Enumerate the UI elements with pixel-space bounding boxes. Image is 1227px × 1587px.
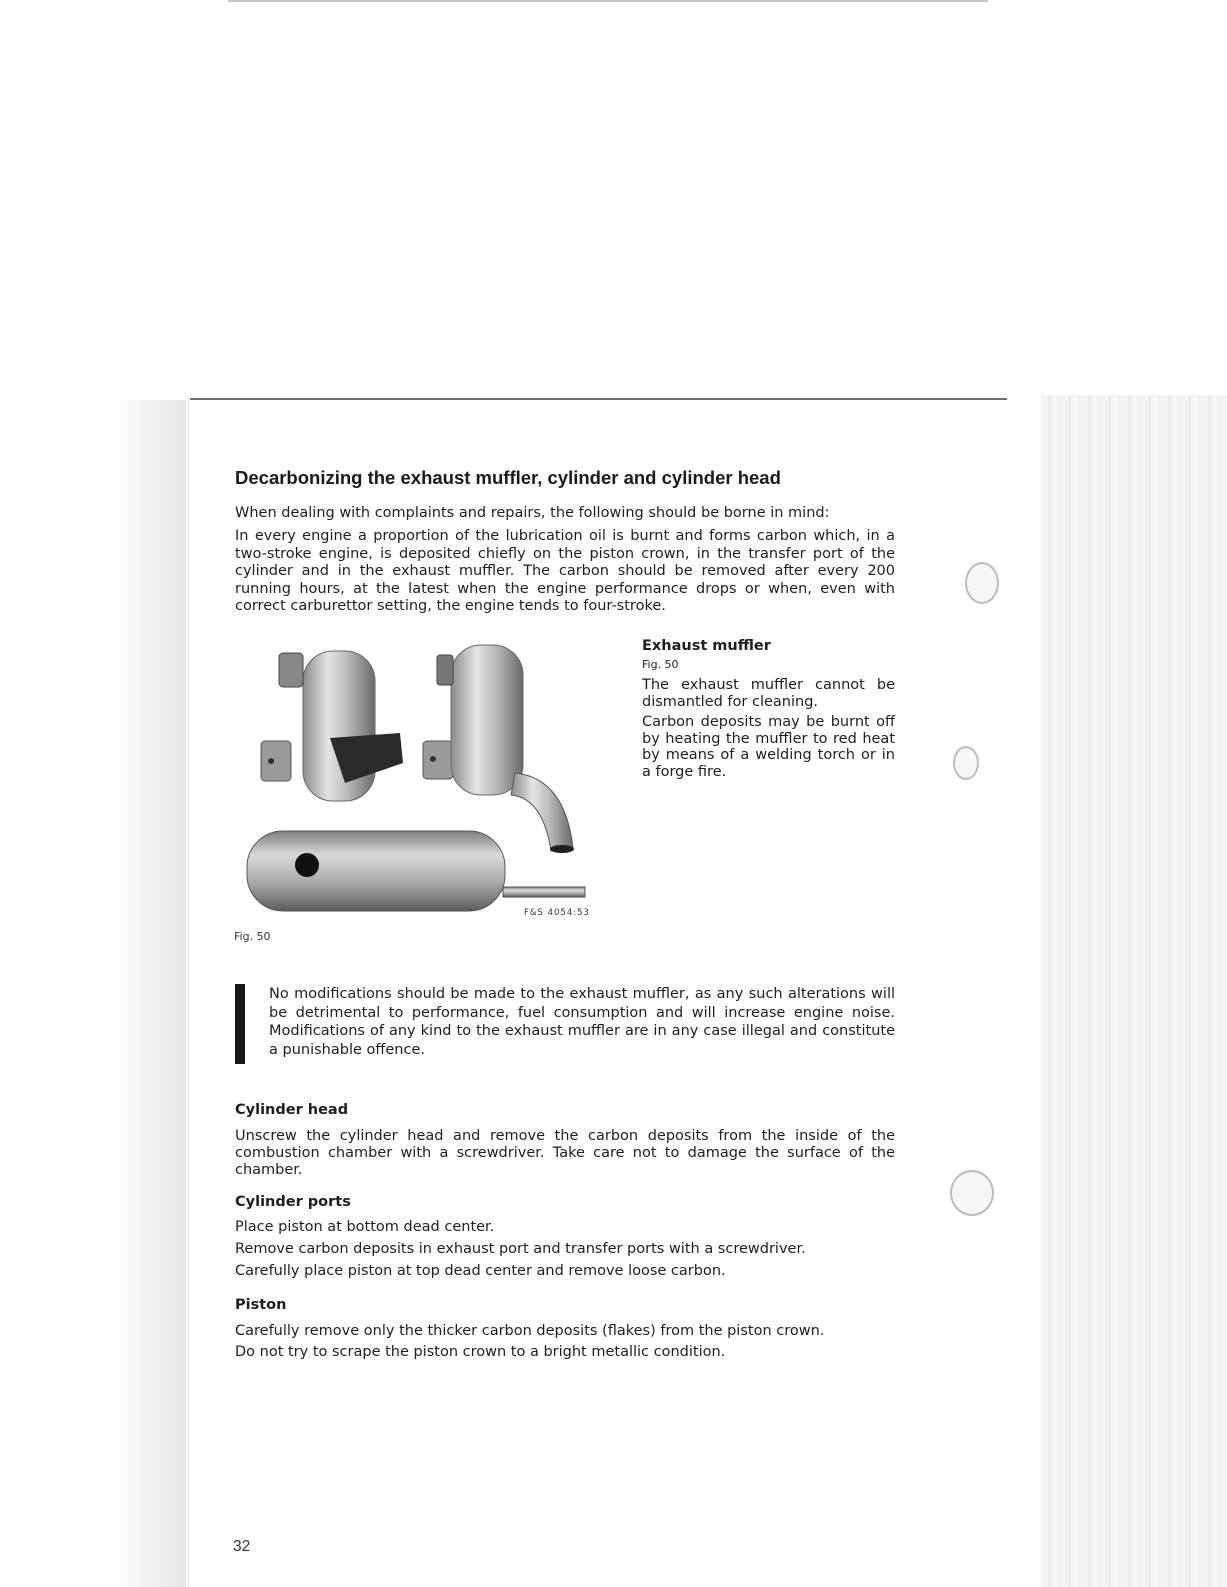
piston-heading: Piston — [235, 1297, 287, 1313]
lead-text: When dealing with complaints and repairs, the following should be borne in mind: — [235, 505, 830, 521]
exhaust-muffler-para-2: Carbon deposits may be burnt off by heating the muffler to red heat by means of a welding torch or in a forge fire. — [642, 714, 895, 780]
page-edge-shadow-left — [110, 400, 186, 1587]
cylinder-ports-line: Carefully place piston at top dead center and remove loose carbon. — [235, 1263, 726, 1279]
binder-hole-bottom — [950, 1170, 994, 1216]
page-edge-stack-right — [1040, 395, 1227, 1587]
muffler-illustration — [235, 633, 611, 923]
cylinder-ports-heading: Cylinder ports — [235, 1194, 351, 1210]
muffler-horizontal — [247, 831, 585, 911]
section-title: Decarbonizing the exhaust muffler, cylinder and cylinder head — [235, 467, 781, 488]
piston-line: Do not try to scrape the piston crown to a bright metallic condition. — [235, 1344, 726, 1360]
page-top-rule — [190, 398, 1007, 400]
figure-caption: Fig. 50 — [234, 930, 271, 943]
note-marker-bar — [235, 984, 245, 1064]
binder-hole-top — [965, 562, 999, 604]
piston-line: Carefully remove only the thicker carbon deposits (flakes) from the piston crown. — [235, 1323, 825, 1339]
muffler-vertical-left — [261, 651, 403, 801]
exhaust-muffler-para-1: The exhaust muffler cannot be dismantled for cleaning. — [642, 677, 895, 710]
cylinder-head-text: Unscrew the cylinder head and remove the carbon deposits from the inside of the combustion chamber with a screwdriver. Take care not to damage the surface of the chamber. — [235, 1128, 895, 1178]
exhaust-muffler-heading: Exhaust muffler — [642, 638, 771, 654]
figure-50-muffler-photo — [235, 633, 611, 923]
figure-reference-code: F&S 4054:53 — [524, 908, 590, 918]
cylinder-ports-line: Remove carbon deposits in exhaust port and transfer ports with a screwdriver. — [235, 1241, 806, 1257]
exhaust-muffler-fig-ref: Fig. 50 — [642, 658, 679, 671]
intro-paragraph: In every engine a proportion of the lubrication oil is burnt and forms carbon which, in a two-stroke engine, is deposited chiefly on the piston crown, in the transfer port of the cylinder and in the exhaust muffler. The carbon should be removed after every 200 running hours, at the latest when the engine performance drops or when, even with correct carburettor setting, the engine tends to four-stroke. — [235, 528, 895, 614]
muffler-vertical-right — [423, 645, 574, 853]
cylinder-ports-line: Place piston at bottom dead center. — [235, 1219, 495, 1235]
cylinder-head-heading: Cylinder head — [235, 1102, 349, 1118]
page-number: 32 — [233, 1538, 251, 1555]
exhaust-muffler-section — [642, 638, 895, 784]
binder-hole-middle — [953, 746, 979, 780]
warning-note: No modifications should be made to the exhaust muffler, as any such alterations will be detrimental to performance, fuel consumption and will increase engine noise. Modifications of any kind to the exhaust muffler are in any case illegal and constitute a punishable offence. — [269, 986, 895, 1058]
scan-top-edge — [228, 0, 988, 2]
